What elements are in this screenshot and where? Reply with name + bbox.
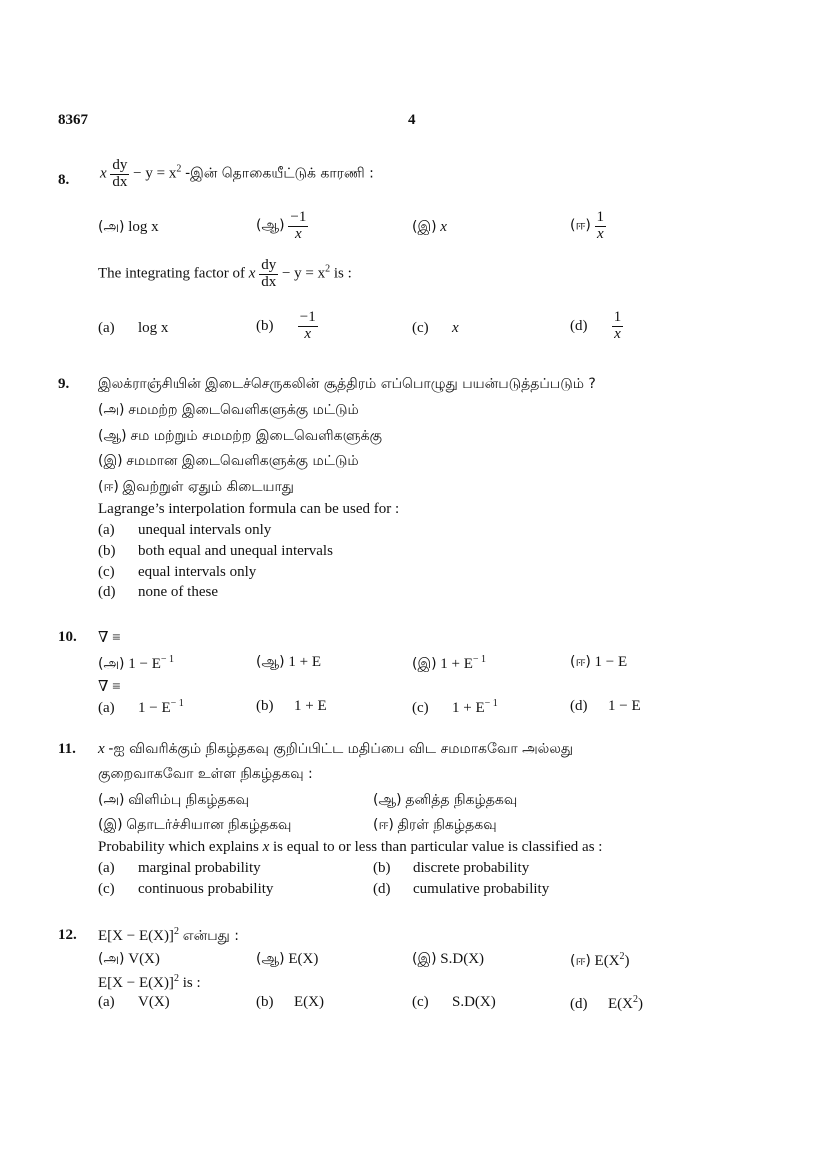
q8-english-option-c: (c) x xyxy=(412,320,459,336)
q9-tamil-question: இலக்ராஞ்சியின் இடைச்செருகலின் சூத்திரம் எப்பொழுது பயன்படுத்தப்படும் ? xyxy=(98,376,596,392)
q9-tamil-option-2: (ஆ) சம மற்றும் சமமற்ற இடைவெளிகளுக்கு xyxy=(98,428,382,444)
q12-tamil-option-3: (இ) S.D(X) xyxy=(412,951,485,967)
q11-tamil-option-1: (அ) விளிம்பு நிகழ்தகவு xyxy=(98,792,250,808)
q10-tamil-question: ∇ ≡ xyxy=(98,630,121,646)
q8-tamil-option-1: (அ) log x xyxy=(98,219,159,235)
q12-english-option-d: (d) $E(X^2)$ xyxy=(570,994,643,1012)
q12-english-option-b: (b) E(X) xyxy=(256,994,324,1010)
q9-tamil-option-1: (அ) சமமற்ற இடைவெளிகளுக்கு மட்டும் xyxy=(98,402,359,418)
q10-tamil-option-3: (இ) $1 + E^{- 1}$ xyxy=(412,654,487,672)
paper-code: 8367 xyxy=(58,112,88,128)
q11-tamil-option-4: (ஈ) திரள் நிகழ்தகவு xyxy=(373,817,497,833)
q12-tamil-option-4: (ஈ) $E(X^2)$ xyxy=(570,951,630,969)
q11-tamil-option-3: (இ) தொடர்ச்சியான நிகழ்தகவு xyxy=(98,817,292,833)
q12-tamil-option-2: (ஆ) E(X) xyxy=(256,951,319,967)
q11-english-option-d: (d) cumulative probability xyxy=(373,881,550,897)
q11-english-question: Probability which explains x is equal to or less than particular value is classified as : xyxy=(98,839,603,855)
q9-tamil-option-3: (இ) சமமான இடைவெளிகளுக்கு மட்டும் xyxy=(98,453,359,469)
page-number: 4 xyxy=(408,112,416,128)
q9-english-question: Lagrange’s interpolation formula can be used for : xyxy=(98,501,400,517)
q12-tamil-question: $E[X - E(X)]^2$ என்பது : xyxy=(98,926,239,944)
question-number-12: 12. xyxy=(58,927,77,943)
q8-tamil-option-4: (ஈ) $\frac{1}{x}$ xyxy=(570,209,605,242)
q8-english-option-b: (b) $\frac{-1}{x}$ xyxy=(256,309,316,342)
q11-tamil-question-line1: x -ஐ விவரிக்கும் நிகழ்தகவு குறிப்பிட்ட மதிப்பை விட சமமாகவோ அல்லது xyxy=(98,741,574,757)
q9-english-option-d: (d) none of these xyxy=(98,584,218,600)
q8-english-question: The integrating factor of x $\frac{dy}{dx}$ − $y = x^2$ is : xyxy=(98,257,352,290)
q9-english-option-c: (c) equal intervals only xyxy=(98,564,257,580)
q8-tamil-option-2: (ஆ) $\frac{-1}{x}$ xyxy=(256,209,307,242)
q8-english-option-a: (a) log x xyxy=(98,320,169,336)
q11-english-option-b: (b) discrete probability xyxy=(373,860,530,876)
q8-english-option-d: (d) $\frac{1}{x}$ xyxy=(570,309,622,342)
q11-tamil-option-2: (ஆ) தனித்த நிகழ்தகவு xyxy=(373,792,518,808)
q12-english-option-a: (a) V(X) xyxy=(98,994,170,1010)
q8-tamil-option-3: (இ) x xyxy=(412,219,447,235)
question-number-11: 11. xyxy=(58,741,76,757)
q10-english-option-b: (b) 1 + E xyxy=(256,698,327,714)
q12-english-option-c: (c) S.D(X) xyxy=(412,994,496,1010)
q12-english-question: $E[X - E(X)]^2$ is : xyxy=(98,973,201,991)
q9-english-option-a: (a) unequal intervals only xyxy=(98,522,272,538)
q9-english-option-b: (b) both equal and unequal intervals xyxy=(98,543,333,559)
question-number-8: 8. xyxy=(58,172,70,188)
q10-tamil-option-4: (ஈ) 1 − E xyxy=(570,654,628,670)
q10-english-option-d: (d) 1 − E xyxy=(570,698,641,714)
q10-tamil-option-1: (அ) $1 - E^{- 1}$ xyxy=(98,654,174,672)
q10-english-option-c: (c) $1 + E^{- 1}$ xyxy=(412,698,498,716)
q11-tamil-question-line2: குறைவாகவோ உள்ள நிகழ்தகவு : xyxy=(98,766,313,782)
question-number-9: 9. xyxy=(58,376,70,392)
q12-tamil-option-1: (அ) V(X) xyxy=(98,951,160,967)
q10-english-question: ∇ ≡ xyxy=(98,679,121,695)
q10-tamil-option-2: (ஆ) 1 + E xyxy=(256,654,322,670)
q11-english-option-a: (a) marginal probability xyxy=(98,860,261,876)
question-number-10: 10. xyxy=(58,629,77,645)
q9-tamil-option-4: (ஈ) இவற்றுள் ஏதும் கிடையாது xyxy=(98,479,294,495)
q8-tamil-question: x $\frac{dy}{dx}$ − $y = x^2$ -இன் தொகையீட்டுக் காரணி : xyxy=(100,157,374,190)
q10-english-option-a: (a) $1 - E^{- 1}$ xyxy=(98,698,184,716)
q11-english-option-c: (c) continuous probability xyxy=(98,881,274,897)
